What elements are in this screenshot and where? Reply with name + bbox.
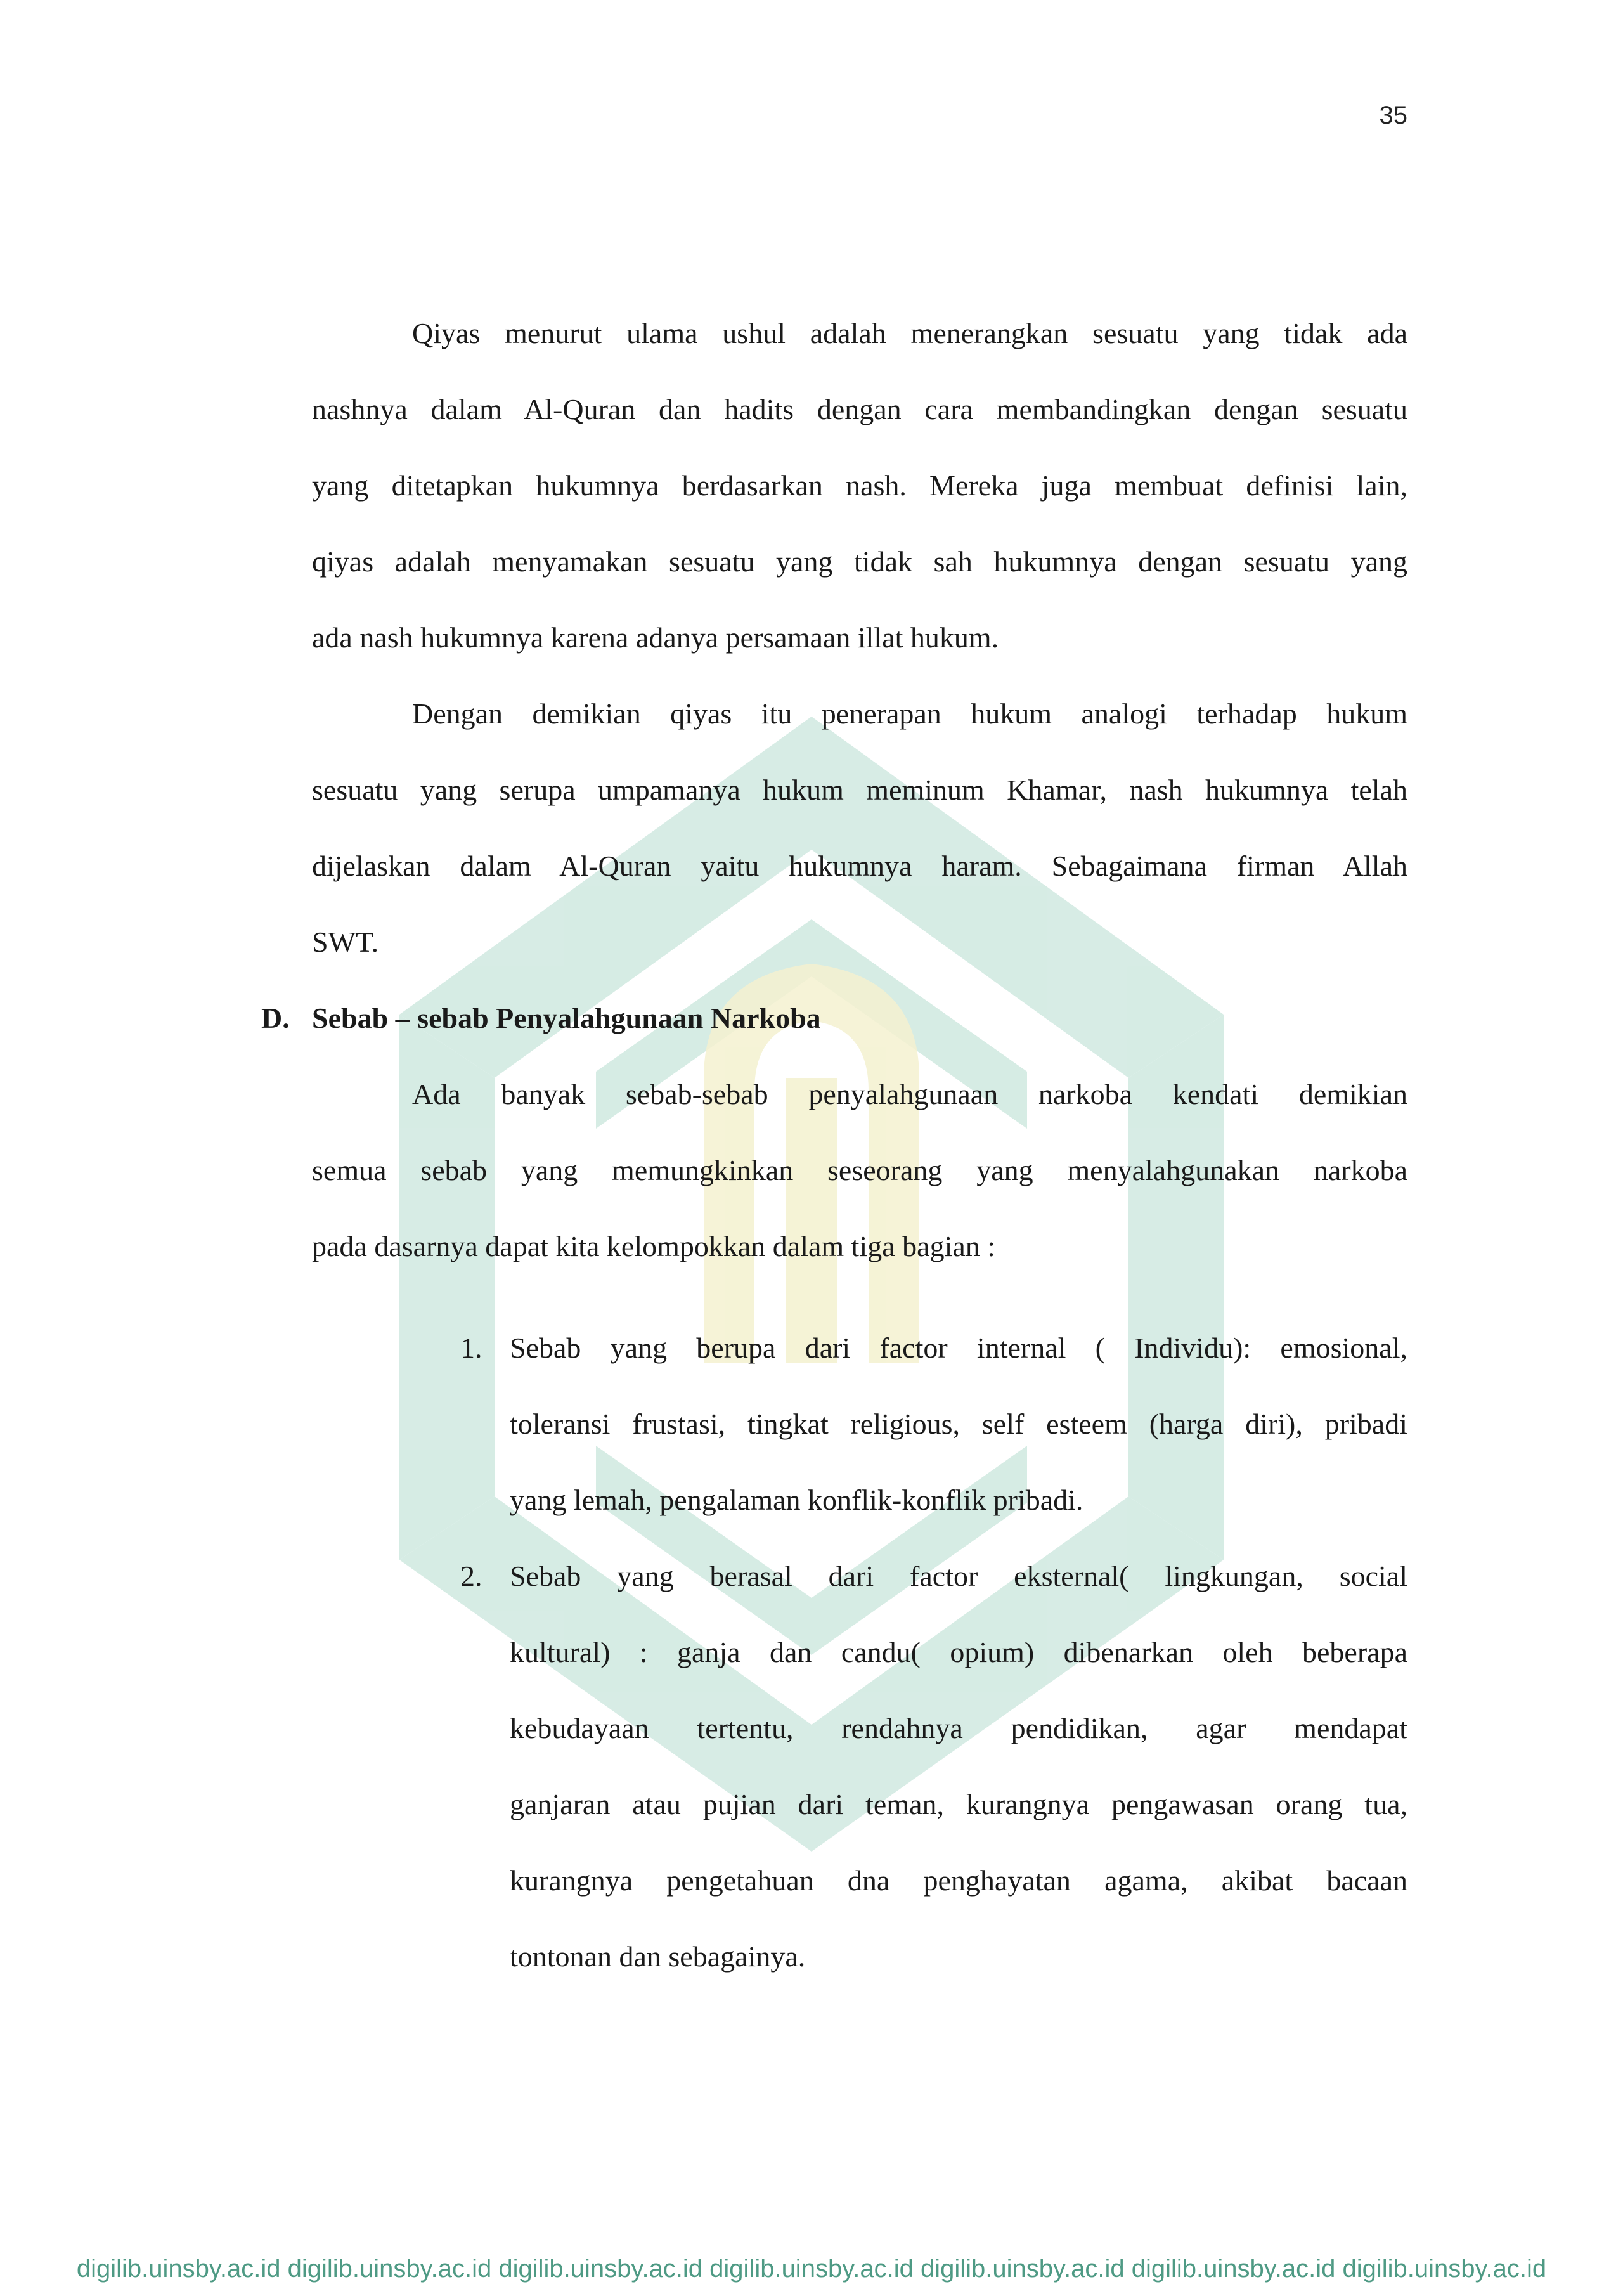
- text-line: Qiyas menurut ulama ushul adalah menerangkan sesuatu yang tidak ada: [412, 317, 1407, 349]
- text-line: qiyas adalah menyamakan sesuatu yang tidak sah hukumnya dengan sesuatu yang: [312, 545, 1407, 578]
- text-line: nashnya dalam Al-Quran dan hadits dengan cara membandingkan dengan sesuatu: [312, 393, 1407, 425]
- section-title: Sebab – sebab Penyalahgunaan Narkoba: [312, 1002, 821, 1034]
- list-item-number: 1.: [460, 1332, 482, 1364]
- text-line: Sebab yang berasal dari factor eksternal( lingkungan, social: [510, 1560, 1407, 1592]
- text-line: ada nash hukumnya karena adanya persamaan illat hukum.: [312, 621, 999, 654]
- footer-watermark: digilib.uinsby.ac.id digilib.uinsby.ac.id digilib.uinsby.ac.id digilib.uinsby.ac.id digilib.uinsby.ac.id digilib.uinsby.ac.id digilib.uinsby.ac.id: [76, 2255, 1547, 2283]
- text-line: kultural) : ganja dan candu( opium) dibenarkan oleh beberapa: [510, 1636, 1407, 1668]
- text-line: Sebab yang berupa dari factor internal ( Individu): emosional,: [510, 1332, 1407, 1364]
- text-line: Ada banyak sebab-sebab penyalahgunaan narkoba kendati demikian: [412, 1078, 1407, 1110]
- text-line: tontonan dan sebagainya.: [510, 1940, 806, 1973]
- text-line: pada dasarnya dapat kita kelompokkan dalam tiga bagian :: [312, 1230, 996, 1262]
- text-line: kebudayaan tertentu, rendahnya pendidikan, agar mendapat: [510, 1712, 1407, 1744]
- text-line: kurangnya pengetahuan dna penghayatan agama, akibat bacaan: [510, 1864, 1407, 1897]
- text-line: Dengan demikian qiyas itu penerapan hukum analogi terhadap hukum: [412, 697, 1407, 730]
- section-label: D.: [261, 1002, 290, 1034]
- text-line: sesuatu yang serupa umpamanya hukum meminum Khamar, nash hukumnya telah: [312, 774, 1407, 806]
- text-line: SWT.: [312, 926, 379, 958]
- text-line: ganjaran atau pujian dari teman, kurangnya pengawasan orang tua,: [510, 1788, 1407, 1820]
- list-item-number: 2.: [460, 1560, 482, 1592]
- page-number: 35: [1379, 101, 1407, 129]
- text-line: yang lemah, pengalaman konflik-konflik pribadi.: [510, 1484, 1083, 1516]
- text-line: toleransi frustasi, tingkat religious, self esteem (harga diri), pribadi: [510, 1408, 1407, 1440]
- text-line: dijelaskan dalam Al-Quran yaitu hukumnya haram. Sebagaimana firman Allah: [312, 850, 1407, 882]
- text-line: yang ditetapkan hukumnya berdasarkan nash. Mereka juga membuat definisi lain,: [312, 469, 1407, 502]
- text-line: semua sebab yang memungkinkan seseorang yang menyalahgunakan narkoba: [312, 1154, 1407, 1186]
